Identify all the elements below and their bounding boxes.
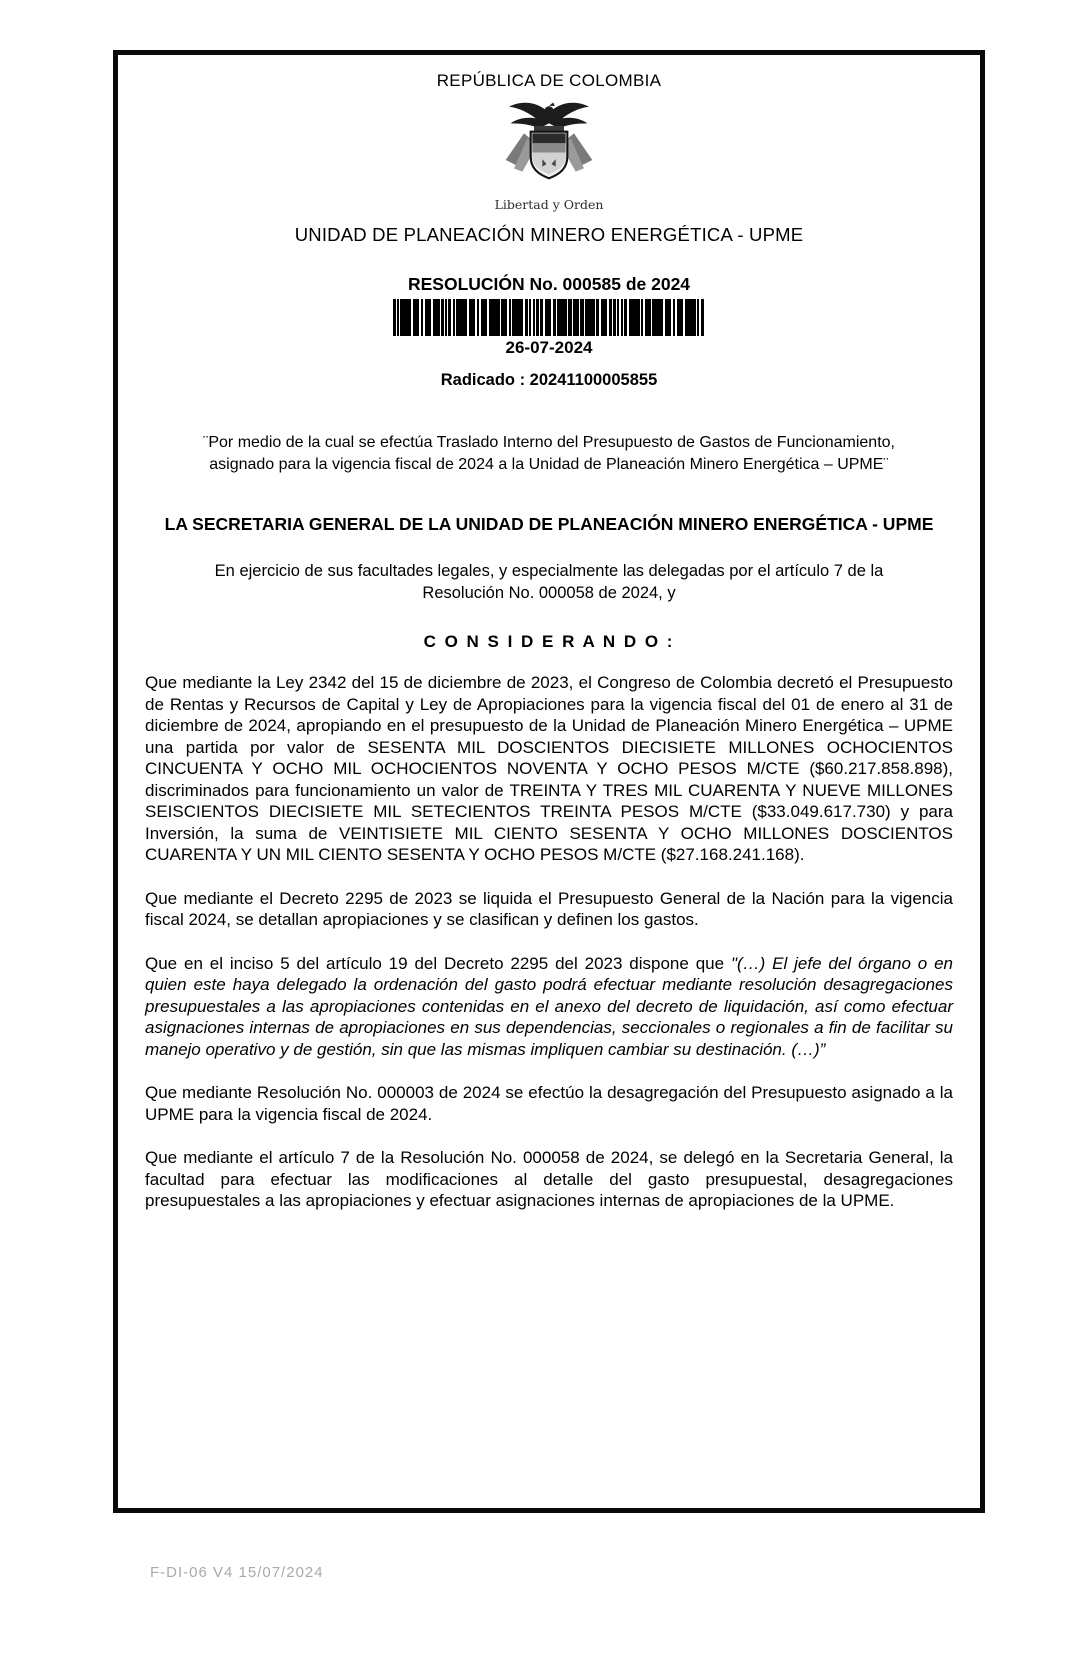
form-code-footer: F-DI-06 V4 15/07/2024 (150, 1564, 324, 1581)
resolution-date: 26-07-2024 (505, 338, 593, 357)
colombia-coat-of-arms-icon (145, 95, 953, 195)
paragraph-articulo-7: Que mediante el artículo 7 de la Resolución No. 000058 de 2024, se delegó en la Secretaria General, la facultad para efectuar las modificaciones al detalle del gasto presupuestal, desagregaciones presupuestales a las apropiaciones y efectuar asignaciones internas de apropiaciones de la UPME. (145, 1148, 953, 1210)
document-content (118, 55, 980, 1212)
paragraph-inciso-5-lead: Que en el inciso 5 del artículo 19 del Decreto 2295 del 2023 dispone que (145, 953, 731, 973)
considerando-heading: C O N S I D E R A N D O : (423, 632, 675, 651)
emblem-motto: Libertad y Orden (494, 197, 604, 212)
resolution-title: RESOLUCIÓN No. 000585 de 2024 (407, 274, 691, 294)
document-border (113, 50, 985, 1513)
preamble-text: En ejercicio de sus facultades legales, y especialmente las delegadas por el artículo 7 de la Resolución No. 000058 de 2024, y (214, 562, 884, 602)
paragraph-decreto-2295: Que mediante el Decreto 2295 de 2023 se liquida el Presupuesto General de la Nación para la vigencia fiscal 2024, se detallan apropiaciones y se clasifican y definen los gastos. (145, 888, 953, 929)
paragraph-ley-2342: Que mediante la Ley 2342 del 15 de diciembre de 2023, el Congreso de Colombia decretó el Presupuesto de Rentas y Recursos de Capital y Ley de Apropiaciones para la vigencia fiscal del 01 de enero al 31 de diciembre de 2024, apropiando en el presupuesto de la Unidad de Planeación Minero Energética – UPME una partida por valor de SESENTA MIL DOSCIENTOS DIECISIETE MILLONES OCHOCIENTOS CINCUENTA Y OCHO MIL OCHOCIENTOS NOVENTA Y OCHO PESOS M/CTE ($60.217.858.898), discriminados para funcionamiento un valor de TREINTA Y TRES MIL CUARENTA Y NUEVE MILLONES SEISCIENTOS DIECISIETE MIL SETECIENTOS TREINTA PESOS M/CTE ($33.049.617.730) y para Inversión, la suma de VEINTISIETE MIL CIENTO SESENTA Y OCHO MILLONES DOSCIENTOS CUARENTA Y UN MIL CIENTO SESENTA Y OCHO PESOS M/CTE ($27.168.241.168). (145, 673, 953, 864)
entity-name: UNIDAD DE PLANEACIÓN MINERO ENERGÉTICA - UPME (294, 224, 804, 245)
paragraph-resolucion-000003: Que mediante Resolución No. 000003 de 2024 se efectúo la desagregación del Presupuesto asignado a la UPME para la vigencia fiscal de 2024. (145, 1083, 953, 1124)
authority-heading: LA SECRETARIA GENERAL DE LA UNIDAD DE PLANEACIÓN MINERO ENERGÉTICA - UPME (164, 514, 934, 534)
paragraph-inciso-5 (145, 953, 953, 1061)
republic-title: REPÚBLICA DE COLOMBIA (436, 71, 662, 90)
barcode-image (393, 299, 705, 336)
radicado-number: Radicado : 20241100005855 (440, 371, 658, 389)
subject-text: ¨Por medio de la cual se efectúa Traslado Interno del Presupuesto de Gastos de Funcionamiento, asignado para la vigencia fiscal de 2024 a la Unidad de Planeación Minero Energética – UPME¨ (203, 434, 895, 473)
paragraph-inciso-5-quote: "(…) El jefe del órgano o en quien este haya delegado la ordenación del gasto podrá efectuar mediante resolución desagregaciones presupuestales a las apropiaciones contenidas en el anexo del decreto de liquidación, así como efectuar asignaciones internas de apropiaciones en sus dependencias, seccionales o regionales a fin de facilitar su manejo operativo y de gestión, sin que las mismas impliquen cambiar su destinación. (…)” (145, 953, 953, 1059)
